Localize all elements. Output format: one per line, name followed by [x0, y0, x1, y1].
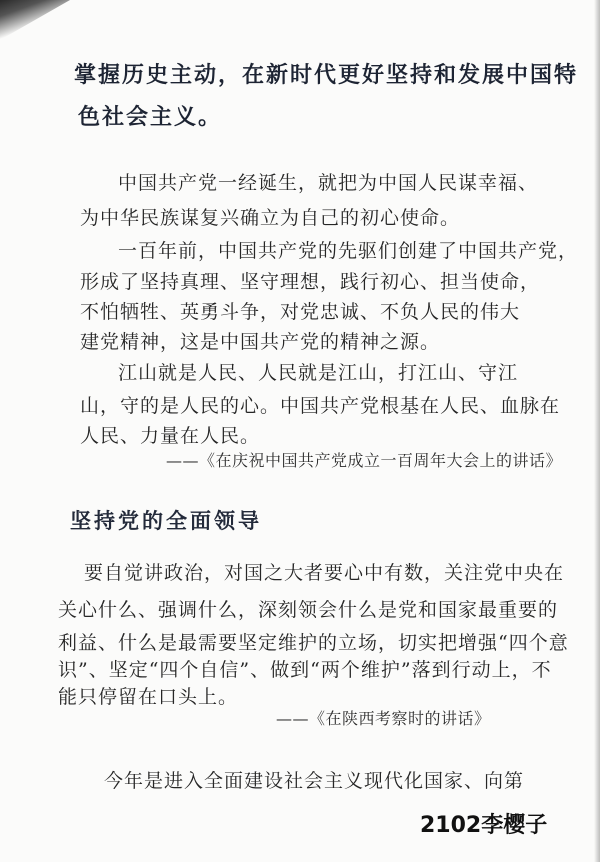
passage1-line: 人民、力量在人民。 — [80, 425, 261, 447]
heading-line-2: 色社会主义。 — [78, 104, 223, 130]
section2-title: 坚持党的全面领导 — [70, 508, 262, 533]
passage1-line: 形成了坚持真理、坚守理想，践行初心、担当使命， — [80, 271, 541, 293]
section2-line: 利益、什么是最需要坚定维护的立场，切实把增强“四个意 — [58, 632, 569, 654]
passage1-attribution: ——《在庆祝中国共产党成立一百周年大会上的讲话》 — [166, 451, 563, 470]
passage3-line: 今年是进入全面建设社会主义现代化国家、向第 — [104, 770, 525, 792]
passage1-line: 中国共产党一经诞生，就把为中国人民谋幸福、 — [118, 172, 539, 194]
section2-line: 关心什么、强调什么，深刻领会什么是党和国家最重要的 — [58, 599, 559, 621]
passage1-line: 为中华民族谋复兴确立为自己的初心使命。 — [80, 207, 461, 229]
page-edge-shadow — [594, 0, 600, 862]
page-corner-shadow — [0, 0, 70, 40]
heading-line-1: 掌握历史主动，在新时代更好坚持和发展中国特 — [74, 62, 579, 88]
section2-line: 识”、坚定“四个自信”、做到“两个维护”落到行动上，不 — [58, 659, 552, 681]
passage1-line: 一百年前，中国共产党的先驱们创建了中国共产党， — [118, 240, 579, 262]
section2-attribution: ——《在陕西考察时的讲话》 — [276, 709, 491, 728]
passage1-line: 建党精神，这是中国共产党的精神之源。 — [80, 331, 441, 353]
passage1-line: 江山就是人民、人民就是江山，打江山、守江 — [118, 362, 519, 384]
passage1-line: 不怕牺牲、英勇斗争，对党忠诚、不负人民的伟大 — [80, 301, 521, 323]
author-signature: 2102李樱子 — [420, 813, 548, 838]
section2-line: 要自觉讲政治，对国之大者要心中有数，关注党中央在 — [84, 562, 565, 584]
passage1-line: 山，守的是人民的心。中国共产党根基在人民、血脉在 — [80, 395, 561, 417]
section2-line: 能只停留在口头上。 — [58, 686, 239, 708]
